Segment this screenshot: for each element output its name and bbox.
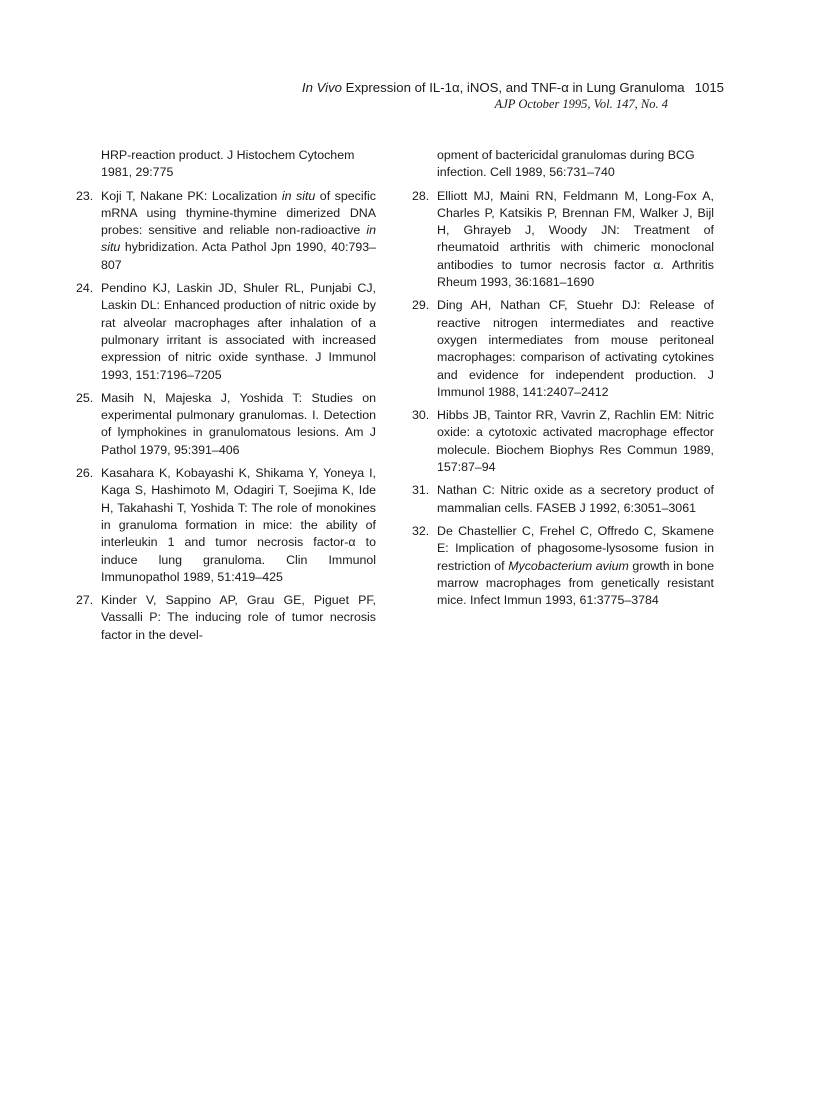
reference-text: growth in bone marrow macrophages from genetically resistant mice. Infect Immun 1993, 61:3775–3784 [437,558,714,608]
reference-number: 27. [76,593,94,608]
reference-number: 29. [412,298,430,313]
reference-italic: Mycobacterium avium [508,558,629,573]
reference-text: Masih N, Majeska J, Yoshida T: Studies on experimental pulmonary granulomas. I. Detection of lymphokines in granulomatous lesions. Am J Pathol 1979, 95:391–406 [101,390,376,457]
reference-number: 30. [412,408,430,423]
reference-text: Hibbs JB, Taintor RR, Vavrin Z, Rachlin EM: Nitric oxide: a cytotoxic activated macrophage effector molecule. Biochem Biophys Res Commun 1989, 157:87–94 [437,408,714,475]
left-column [76,147,376,650]
right-column [412,147,714,615]
reference-29 [412,297,714,401]
running-title [224,80,724,96]
page-number: 1015 [694,80,724,95]
running-title-text: Expression of IL-1α, iNOS, and TNF-α in Lung Granuloma [342,80,685,95]
reference-text: Koji T, Nakane PK: Localization [101,188,282,203]
reference-text: of specific mRNA using thymine-thymine dimerized DNA probes: sensitive and reliable non-radioactive [101,188,376,238]
reference-text: Elliott MJ, Maini RN, Feldmann M, Long-Fox A, Charles P, Katsikis P, Brennan FM, Walker J, Bijl H, Ghrayeb J, Woody JN: Treatment of rheumatoid arthritis with chimeric monoclonal antibodies to tumor necrosis factor α. Arthritis Rheum 1993, 36:1681–1690 [437,188,714,290]
reference-24 [76,280,376,384]
reference-28 [412,188,714,292]
reference-number: 31. [412,483,430,498]
journal-line: AJP October 1995, Vol. 147, No. 4 [494,97,668,111]
running-title-italic: In Vivo [301,80,342,95]
reference-number: 24. [76,281,94,296]
reference-continuation: opment of bactericidal granulomas during BCG infection. Cell 1989, 56:731–740 [437,148,695,180]
reference-32 [412,523,714,609]
reference-continuation: HRP-reaction product. J Histochem Cytochem 1981, 29:775 [101,148,355,180]
reference-number: 28. [412,188,430,203]
reference-number: 25. [76,390,94,405]
reference-31 [412,482,714,517]
reference-26 [76,465,376,586]
reference-text: De Chastellier C, Frehel C, Offredo C, Skamene E: Implication of phagosome-lysosome fusion in restriction of [437,523,714,573]
reference-30 [412,407,714,476]
reference-text: Kinder V, Sappino AP, Grau GE, Piguet PF, Vassalli P: The inducing role of tumor necrosis factor in the devel- [101,593,376,642]
reference-text: Nathan C: Nitric oxide as a secretory product of mammalian cells. FASEB J 1992, 6:3051–3061 [437,483,714,515]
reference-25 [76,390,376,459]
running-header [224,80,724,112]
reference-text: hybridization. Acta Pathol Jpn 1990, 40:793–807 [101,240,376,272]
reference-italic: in situ [101,223,376,255]
reference-number: 26. [76,466,94,481]
reference-text: Pendino KJ, Laskin JD, Shuler RL, Punjabi CJ, Laskin DL: Enhanced production of nitric oxide by rat alveolar macrophages after inhalation of a pulmonary irritant is associated with increased expression of nitric oxide synthase. J Immunol 1993, 151:7196–7205 [101,281,376,382]
reference-23 [76,188,376,274]
reference-number: 32. [412,523,430,538]
reference-text: Ding AH, Nathan CF, Stuehr DJ: Release of reactive nitrogen intermediates and reactive oxygen intermediates from mouse peritoneal macrophages: comparison of activating cytokines and evidence for independent production. J Immunol 1988, 141:2407–2412 [437,298,714,399]
reference-number: 23. [76,188,94,203]
reference-27 [76,592,376,644]
reference-text: Kasahara K, Kobayashi K, Shikama Y, Yoneya I, Kaga S, Hashimoto M, Odagiri T, Soejima K, Ide H, Takahashi T, Yoshida T: The role of monokines in granuloma formation in mice: the ability of interleukin 1 and tumor necrosis factor-α to induce lung granuloma. Clin Immunol Immunopathol 1989, 51:419–425 [101,466,376,584]
reference-italic: in situ [281,188,316,203]
